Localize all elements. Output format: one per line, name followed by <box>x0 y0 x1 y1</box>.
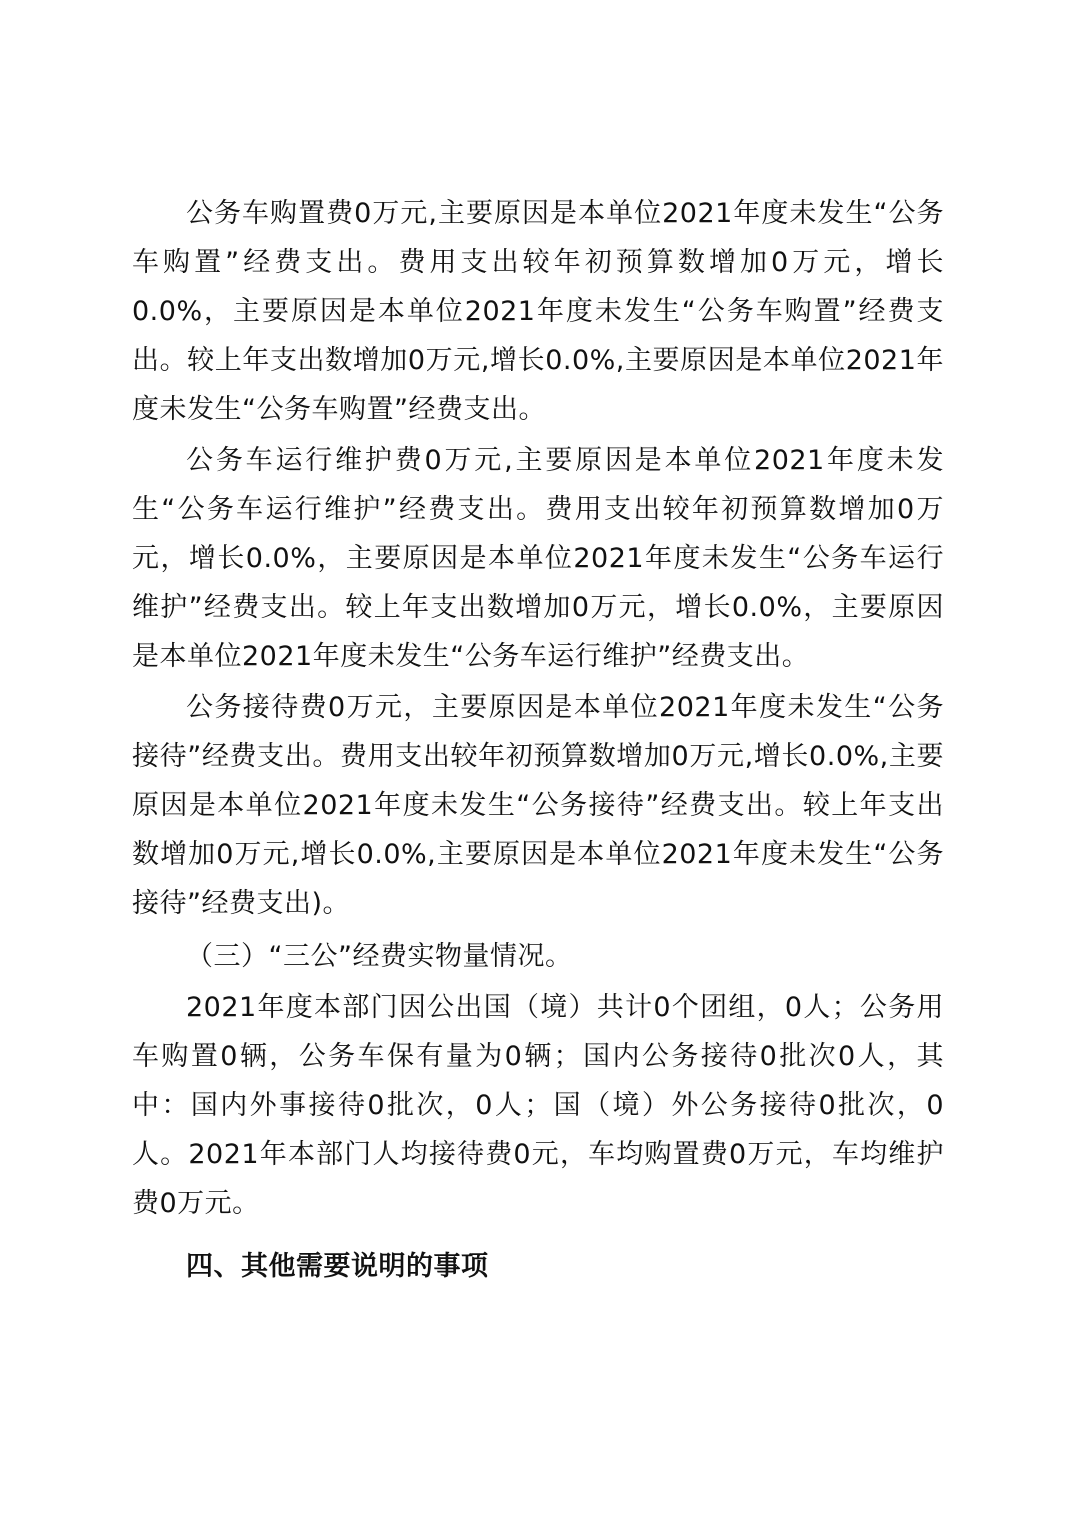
paragraph-car-maintenance: 公务车运行维护费0万元,主要原因是本单位2021年度未发生“公务车运行维护”经费支出。费用支出较年初预算数增加0万元，增长0.0%，主要原因是本单位2021年度未发生“公务车运行维护”经费支出。较上年支出数增加0万元，增长0.0%，主要原因是本单位2021年度未发生“公务车运行维护”经费支出。 <box>132 445 944 672</box>
subheading-three-public-quantity: （三）“三公”经费实物量情况。 <box>186 941 573 972</box>
paragraph-reception: 公务接待费0万元，主要原因是本单位2021年度未发生“公务接待”经费支出。费用支出较年初预算数增加0万元,增长0.0%,主要原因是本单位2021年度未发生“公务接待”经费支出。较上年支出数增加0万元,增长0.0%,主要原因是本单位2021年度未发生“公务接待”经费支出)。 <box>132 692 944 919</box>
document-page <box>132 189 944 1291</box>
section-heading-four: 四、其他需要说明的事项 <box>186 1251 489 1282</box>
paragraph-car-purchase: 公务车购置费0万元,主要原因是本单位2021年度未发生“公务车购置”经费支出。费用支出较年初预算数增加0万元，增长0.0%，主要原因是本单位2021年度未发生“公务车购置”经费支出。较上年支出数增加0万元,增长0.0%,主要原因是本单位2021年度未发生“公务车购置”经费支出。 <box>132 198 944 425</box>
paragraph-physical-quantity: 2021年度本部门因公出国（境）共计0个团组，0人；公务用车购置0辆，公务车保有量为0辆；国内公务接待0批次0人，其中：国内外事接待0批次，0人；国（境）外公务接待0批次，0人。2021年本部门人均接待费0元，车均购置费0万元，车均维护费0万元。 <box>132 992 944 1219</box>
